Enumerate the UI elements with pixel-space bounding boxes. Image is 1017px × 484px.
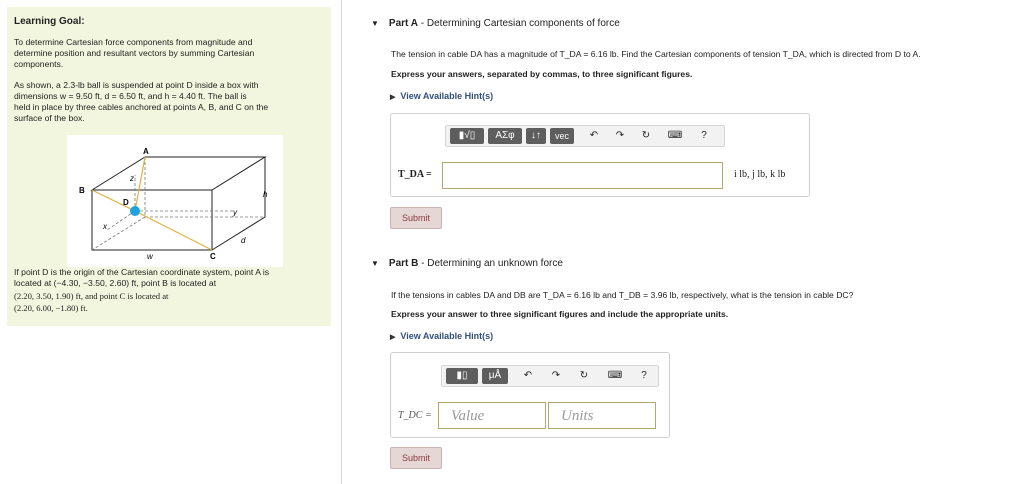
part-b-prefix: Part B (388, 258, 419, 269)
goal-text-line: surface of the box. (14, 113, 85, 123)
part-b-submit-button[interactable]: Submit (390, 447, 442, 469)
label-d: D (123, 198, 129, 207)
help-icon[interactable]: ? (641, 370, 647, 381)
part-a-toolbar (445, 125, 725, 147)
units-button[interactable]: μÅ (482, 368, 508, 384)
panel-divider (341, 0, 342, 484)
template-button[interactable]: ▮▯ (446, 368, 478, 384)
label-x: x (103, 222, 107, 231)
part-a-instruction: Express your answers, separated by commas, to three significant figures. (391, 69, 693, 79)
learning-goal-heading: Learning Goal: (14, 16, 85, 27)
part-a-answer-input[interactable] (442, 162, 723, 189)
value-input[interactable]: Value (438, 402, 546, 429)
part-b-answer-label: T_DC = (398, 410, 432, 421)
label-b: B (79, 186, 85, 195)
label-c: C (210, 252, 216, 261)
reset-icon[interactable]: ↻ (579, 370, 589, 381)
part-a-submit-button[interactable]: Submit (390, 207, 442, 229)
goal-text-line: located at (−4.30, −3.50, 2.60) ft, point B is located at (14, 278, 217, 288)
label-w: w (147, 252, 153, 261)
subscript-button[interactable]: ↓↑ (526, 128, 546, 144)
part-a-title: - Determining Cartesian components of force (418, 18, 620, 29)
part-b-instruction: Express your answer to three significant figures and include the appropriate units. (391, 309, 729, 319)
redo-icon[interactable]: ↷ (615, 130, 625, 141)
hint-label: View Available Hint(s) (400, 331, 494, 341)
part-b-toolbar (441, 365, 659, 387)
goal-text-line: If point D is the origin of the Cartesian coordinate system, point A is (14, 267, 270, 277)
reset-icon[interactable]: ↻ (641, 130, 651, 141)
label-z: z (130, 174, 134, 183)
goal-text-line: held in place by three cables anchored at points A, B, and C on the (14, 102, 269, 112)
learning-goal-panel (7, 7, 331, 326)
keyboard-icon[interactable]: ⌨ (667, 130, 683, 141)
expand-triangle-icon: ▶ (390, 334, 396, 341)
goal-text-line: (2.20, 3.50, 1.90) ft, and point C is located at (14, 291, 169, 301)
undo-icon[interactable]: ↶ (589, 130, 599, 141)
part-b-header[interactable] (371, 258, 563, 269)
label-d-dim: d (241, 236, 246, 245)
expand-triangle-icon: ▶ (390, 94, 396, 101)
label-a: A (143, 147, 149, 156)
goal-text-line: dimensions w = 9.50 ft, d = 6.50 ft, and h = 4.40 ft. The ball is (14, 91, 247, 101)
box-figure (67, 135, 283, 267)
part-a-prefix: Part A (388, 18, 419, 29)
part-b-hint-link[interactable] (390, 331, 493, 341)
part-a-question: The tension in cable DA has a magnitude of T_DA = 6.16 lb. Find the Cartesian components of tension T_DA, which is directed from D to A. (391, 49, 921, 59)
part-a-units: i lb, j lb, k lb (734, 169, 786, 180)
collapse-arrow-icon[interactable]: ▼ (371, 19, 379, 28)
hint-label: View Available Hint(s) (400, 91, 494, 101)
keyboard-icon[interactable]: ⌨ (607, 370, 623, 381)
goal-text-line: components. (14, 59, 64, 69)
part-b-question: If the tensions in cables DA and DB are T_DA = 6.16 lb and T_DB = 3.96 lb, respectively, what is the tension in cable DC? (391, 290, 854, 300)
part-b-title: - Determining an unknown force (418, 258, 563, 269)
goal-text-line: As shown, a 2.3-lb ball is suspended at point D inside a box with (14, 80, 259, 90)
label-y: y (233, 208, 237, 217)
label-h: h (263, 190, 268, 199)
part-a-answer-label: T_DA = (398, 169, 432, 180)
template-button[interactable]: ▮√▯ (450, 128, 484, 144)
collapse-arrow-icon[interactable]: ▼ (371, 259, 379, 268)
part-a-header[interactable] (371, 18, 620, 29)
part-a-hint-link[interactable] (390, 91, 493, 101)
undo-icon[interactable]: ↶ (523, 370, 533, 381)
redo-icon[interactable]: ↷ (551, 370, 561, 381)
vector-button[interactable]: vec (550, 128, 574, 144)
units-input[interactable]: Units (548, 402, 656, 429)
goal-text-line: (2.20, 6.00, −1.80) ft. (14, 303, 88, 313)
box-diagram (67, 135, 283, 267)
help-icon[interactable]: ? (701, 130, 707, 141)
goal-text-line: determine position and resultant vectors by summing Cartesian (14, 48, 255, 58)
goal-text-line: To determine Cartesian force components from magnitude and (14, 37, 253, 47)
greek-symbols-button[interactable]: ΑΣφ (488, 128, 522, 144)
